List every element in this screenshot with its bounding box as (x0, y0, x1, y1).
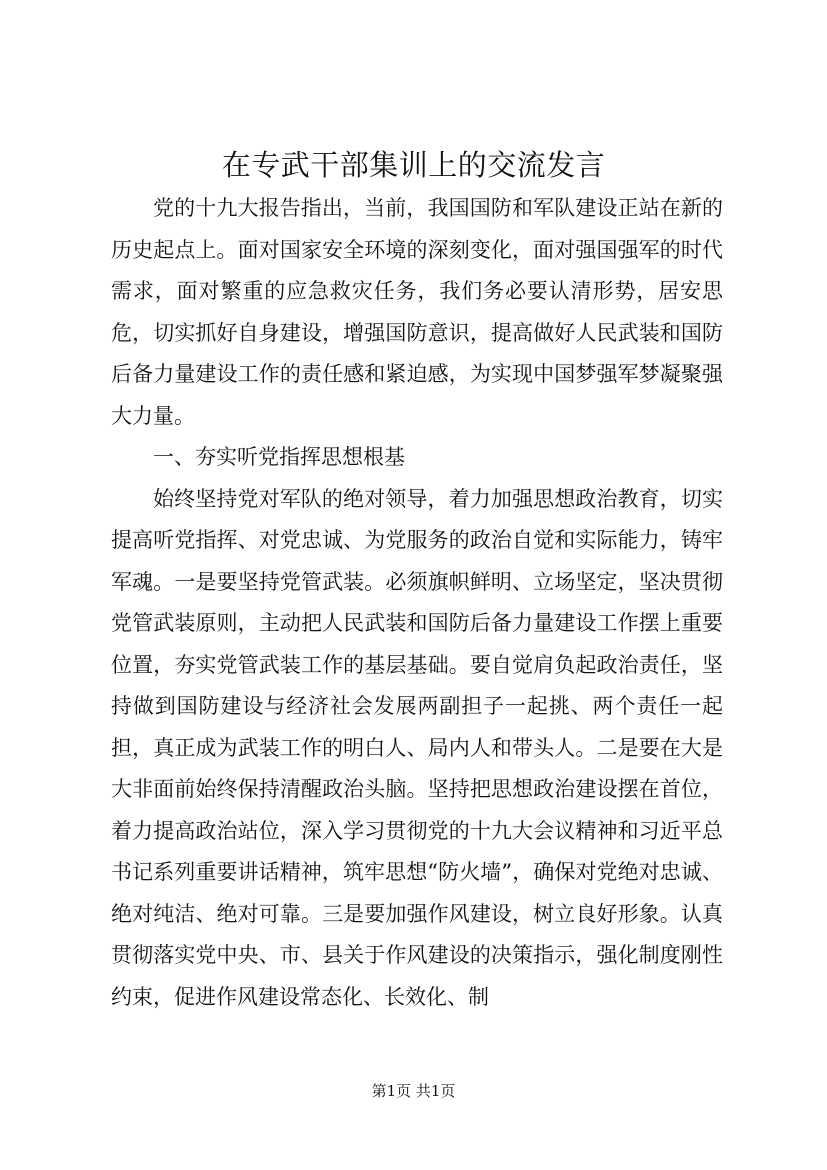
paragraph-intro: 党的十九大报告指出，当前，我国国防和军队建设正站在新的历史起点上。面对国家安全环境的深刻变化，面对强国强军的时代需求，面对繁重的应急救灾任务，我们务必要认清形势，居安思危，切实抓好自身建设，增强国防意识，提高做好人民武装和国防后备力量建设工作的责任感和紧迫感，为实现中国梦强军梦凝聚强大力量。 (111, 196, 723, 428)
paragraph-section-1: 始终坚持党对军队的绝对领导，着力加强思想政治教育，切实提高听党指挥、对党忠诚、为党服务的政治自觉和实际能力，铸牢军魂。一是要坚持党管武装。必须旗帜鲜明、立场坚定，坚决贯彻党管武装原则，主动把人民武装和国防后备力量建设工作摆上重要位置，夯实党管武装工作的基层基础。要自觉肩负起政治责任，坚持做到国防建设与经济社会发展两副担子一起挑、两个责任一起担，真正成为武装工作的明白人、局内人和带头人。二是要在大是大非面前始终保持清醒政治头脑。坚持把思想政治建设摆在首位，着力提高政治站位，深入学习贯彻党的十九大会议精神和习近平总书记系列重要讲话精神，筑牢思想“防火墙”，确保对党绝对忠诚、绝对纯洁、绝对可靠。三是要加强作风建设，树立良好形象。认真贯彻落实党中央、市、县关于作风建设的决策指示，强化制度刚性约束，促进作风建设常态化、长效化、制 (111, 486, 723, 1009)
page-number-footer: 第1页 共1页 (371, 1082, 456, 1100)
section-heading-1: 一、夯实听党指挥思想根基 (153, 445, 405, 469)
document-title: 在专武干部集训上的交流发言 (221, 148, 606, 182)
document-body (111, 188, 723, 1018)
